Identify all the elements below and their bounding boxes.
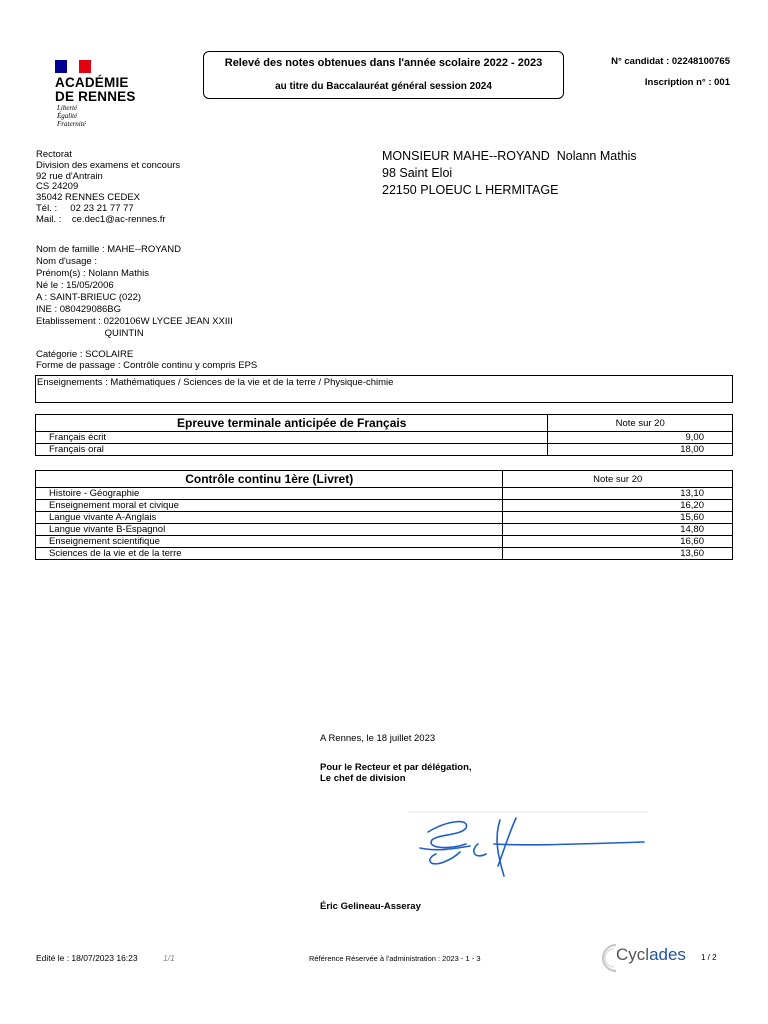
table-row bbox=[36, 548, 733, 560]
table-title: Contrôle continu 1ère (Livret) bbox=[36, 471, 503, 488]
subject-name: Langue vivante A-Anglais bbox=[36, 512, 503, 524]
subject-grade: 13,10 bbox=[503, 488, 733, 500]
subject-grade: 15,60 bbox=[503, 512, 733, 524]
document-subtitle: au titre du Baccalauréat général session 2024 bbox=[275, 81, 492, 92]
table-row bbox=[36, 432, 733, 444]
subject-name: Histoire - Géographie bbox=[36, 488, 503, 500]
candidate-category: Catégorie : SCOLAIRE Forme de passage : Contrôle continu y compris EPS bbox=[36, 349, 258, 371]
subject-grade: 13,60 bbox=[503, 548, 733, 560]
subject-grade: 18,00 bbox=[548, 444, 733, 456]
republique-motto: Liberté Égalité Fraternité bbox=[57, 104, 86, 128]
candidate-identity: Nom de famille : MAHE--ROYAND Nom d'usage : Prénom(s) : Nolann Mathis Né le : 15/05/2006 A : SAINT-BRIEUC (022) INE : 080429086BG Etablissement : 0220106W LYCEE JEAN XXIII QUINTIN bbox=[36, 244, 233, 339]
signature-role: Pour le Recteur et par délégation, Le chef de division bbox=[320, 762, 472, 784]
handwritten-signature bbox=[408, 810, 648, 882]
signer-name: Éric Gelineau-Asseray bbox=[320, 901, 421, 912]
subject-name: Enseignement scientifique bbox=[36, 536, 503, 548]
admin-reference: Référence Réservée à l'administration : 2023 - 1 - 3 bbox=[309, 954, 481, 963]
sender-address: Rectorat Division des examens et concours 92 rue d'Antrain CS 24209 35042 RENNES CEDEX Tél. : 02 23 21 77 77 Mail. : ce.dec1@ac-rennes.fr bbox=[36, 149, 181, 225]
subject-name: Enseignement moral et civique bbox=[36, 500, 503, 512]
controle-continu-table bbox=[35, 470, 733, 560]
subject-grade: 16,20 bbox=[503, 500, 733, 512]
subject-name: Sciences de la vie et de la terre bbox=[36, 548, 503, 560]
table-row bbox=[36, 524, 733, 536]
table-title: Epreuve terminale anticipée de Français bbox=[36, 415, 548, 432]
enseignements-box bbox=[35, 375, 733, 403]
academie-logo-title: ACADÉMIE DE RENNES bbox=[55, 75, 136, 104]
signature-place-date: A Rennes, le 18 juillet 2023 bbox=[320, 733, 436, 744]
table-row bbox=[36, 536, 733, 548]
francais-grades-table bbox=[35, 414, 733, 456]
subject-grade: 14,80 bbox=[503, 524, 733, 536]
subject-grade: 9,00 bbox=[548, 432, 733, 444]
table-row bbox=[36, 500, 733, 512]
inscription-number: Inscription n° : 001 bbox=[644, 77, 730, 88]
table-row bbox=[36, 488, 733, 500]
subject-name: Langue vivante B-Espagnol bbox=[36, 524, 503, 536]
table-row bbox=[36, 444, 733, 456]
subject-grade: 16,60 bbox=[503, 536, 733, 548]
table-unit-header: Note sur 20 bbox=[503, 471, 733, 488]
recipient-address: MONSIEUR MAHE--ROYAND Nolann Mathis 98 Saint Eloi 22150 PLOEUC L HERMITAGE bbox=[382, 149, 637, 197]
document-title: Relevé des notes obtenues dans l'année scolaire 2022 - 2023 bbox=[224, 57, 543, 69]
candidate-number: N° candidat : 02248100765 bbox=[611, 56, 730, 67]
republique-flag-icon bbox=[55, 60, 91, 73]
subject-name: Français oral bbox=[36, 444, 548, 456]
cyclades-brand: Cyclades bbox=[616, 945, 686, 964]
page-indicator-small: 1/1 bbox=[163, 953, 175, 963]
page-number: 1 / 2 bbox=[701, 953, 717, 962]
enseignements-text: Enseignements : Mathématiques / Sciences de la vie et de la terre / Physique-chimie bbox=[37, 377, 394, 388]
subject-name: Français écrit bbox=[36, 432, 548, 444]
table-row bbox=[36, 512, 733, 524]
edited-date: Edité le : 18/07/2023 16:23 bbox=[36, 953, 138, 963]
table-unit-header: Note sur 20 bbox=[548, 415, 733, 432]
